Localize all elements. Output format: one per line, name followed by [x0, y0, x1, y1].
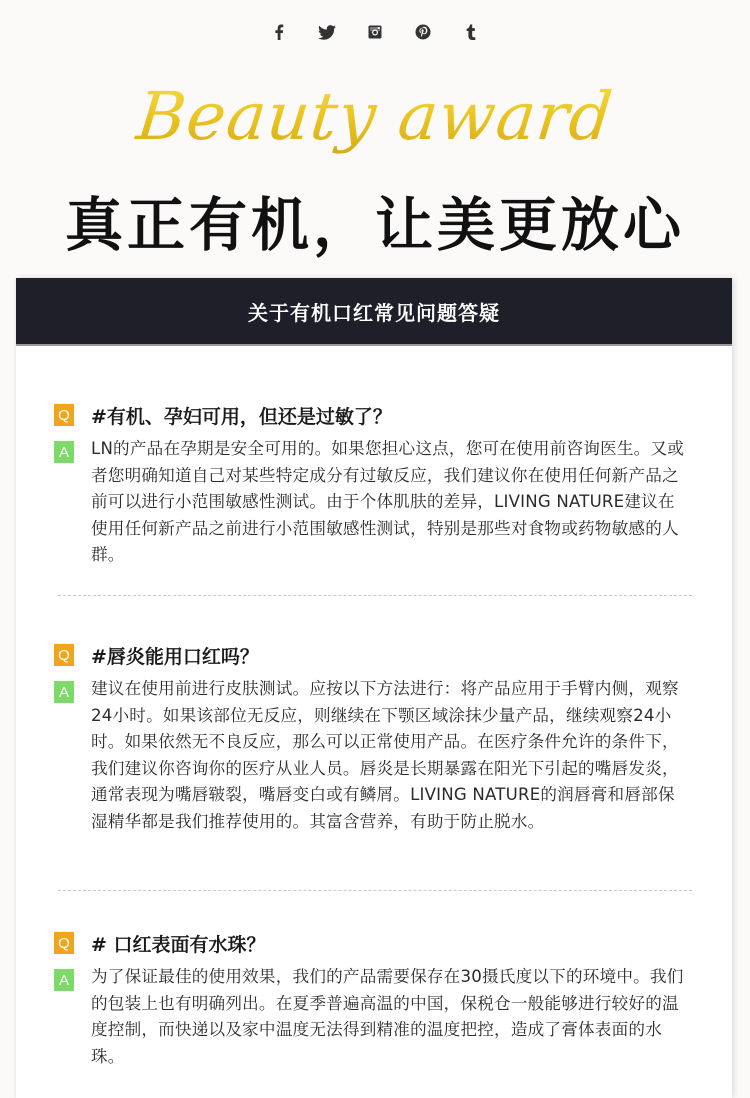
question-text: #唇炎能用口红吗？ [91, 645, 259, 668]
answer-text: LN的产品在孕期是安全可用的。如果您担心这点，您可在使用前咨询医生。又或者您明确知道自己对某些特定成分有过敏反应，我们建议你在使用任何新产品之前可以进行小范围敏感性测试。由于个体肌肤的差异，LIVING NATURE建议在使用任何新产品之前进行小范围敏感性测试，特别是那些对食物或药物敏感的人群。 [91, 439, 685, 564]
faq-item [54, 928, 694, 1070]
dashed-divider [58, 890, 692, 891]
twitter-icon[interactable] [303, 18, 351, 46]
faq-item [54, 640, 694, 835]
answer-badge: A [54, 681, 74, 703]
page-title: 真正有机，让美更放心 [64, 191, 685, 259]
answer-badge: A [54, 969, 74, 991]
beauty-award-script-title: Beauty award [0, 78, 750, 155]
question-badge: Q [54, 404, 74, 426]
social-share-bar [0, 18, 750, 46]
question-text: #有机、孕妇可用，但还是过敏了？ [91, 405, 392, 428]
answer-badge: A [54, 441, 74, 463]
question-badge: Q [54, 932, 74, 954]
answer-text: 建议在使用前进行皮肤测试。应按以下方法进行：将产品应用于手臂内侧，观察24小时。如果该部位无反应，则继续在下颚区域涂抹少量产品，继续观察24小时。如果依然无不良反应，那么可以正常使用产品。在医疗条件允许的条件下，我们建议你咨询你的医疗从业人员。唇炎是长期暴露在阳光下引起的嘴唇发炎，通常表现为嘴唇皲裂，嘴唇变白或有鳞屑。LIVING NATURE的润唇膏和唇部保湿精华都是我们推荐使用的。其富含营养，有助于防止脱水。 [91, 679, 679, 831]
instagram-icon[interactable] [351, 18, 399, 46]
faq-card [16, 278, 732, 1098]
faq-header: 关于有机口红常见问题答疑 [16, 278, 732, 346]
tumblr-icon[interactable] [447, 18, 495, 46]
question-badge: Q [54, 644, 74, 666]
answer-text: 为了保证最佳的使用效果，我们的产品需要保存在30摄氏度以下的环境中。我们的包装上也有明确列出。在夏季普遍高温的中国，保税仓一般能够进行较好的温度控制，而快递以及家中温度无法得到精准的温度把控，造成了膏体表面的水珠。 [91, 967, 684, 1066]
pinterest-icon[interactable] [399, 18, 447, 46]
faq-item [54, 400, 694, 569]
facebook-icon[interactable] [255, 18, 303, 46]
question-text: # 口红表面有水珠？ [91, 933, 266, 956]
dashed-divider [58, 595, 692, 596]
